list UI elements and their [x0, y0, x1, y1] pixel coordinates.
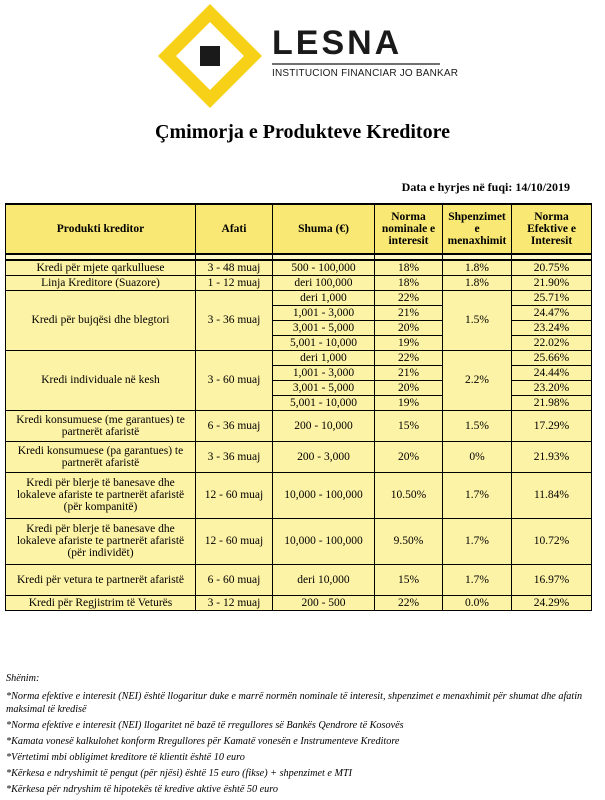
credit-pricing-table — [5, 203, 592, 611]
amount-cell: 500 - 100,000 — [273, 260, 375, 275]
amount-cell: 200 - 500 — [273, 595, 375, 610]
header-effective-rate: Norma Efektive e Interesit — [512, 204, 592, 254]
management-fee-cell: 1.8% — [443, 260, 512, 275]
management-fee-cell: 1.7% — [443, 472, 512, 518]
nominal-rate-cell: 19% — [375, 335, 443, 350]
notes-list — [6, 690, 601, 796]
product-cell: Linja Kreditore (Suazore) — [6, 275, 196, 290]
effective-rate-cell: 17.29% — [512, 410, 592, 441]
effective-rate-cell: 11.84% — [512, 472, 592, 518]
product-cell: Kredi për Regjistrim të Veturës — [6, 595, 196, 610]
management-fee-cell: 1.8% — [443, 275, 512, 290]
effective-rate-cell: 20.75% — [512, 260, 592, 275]
effective-rate-cell: 22.02% — [512, 335, 592, 350]
term-cell: 3 - 48 muaj — [196, 260, 273, 275]
nominal-rate-cell: 20% — [375, 441, 443, 472]
product-cell: Kredi për blerje të banesave dhe lokaleve afariste te partnerët afaristë (për individët) — [6, 518, 196, 564]
term-cell: 3 - 60 muaj — [196, 350, 273, 410]
page-title: Çmimorja e Produkteve Kreditore — [155, 121, 450, 143]
note-line: *Kamata vonesë kalkulohet konform Rregullores për Kamatë vonesën e Instrumenteve Kreditore — [6, 736, 400, 747]
nominal-rate-cell: 22% — [375, 290, 443, 305]
amount-cell: 10,000 - 100,000 — [273, 472, 375, 518]
effective-rate-cell: 23.24% — [512, 320, 592, 335]
amount-cell: 5,001 - 10,000 — [273, 395, 375, 410]
header-nominal-rate: Norma nominale e interesit — [375, 204, 443, 254]
management-fee-cell: 2.2% — [443, 350, 512, 410]
nominal-rate-cell: 22% — [375, 350, 443, 365]
effective-rate-cell: 10.72% — [512, 518, 592, 564]
term-cell: 1 - 12 muaj — [196, 275, 273, 290]
table-row — [6, 518, 592, 564]
note-line: *Vërtetimi mbi obligimet kreditore të klientit është 10 euro — [6, 752, 245, 763]
nominal-rate-cell: 18% — [375, 275, 443, 290]
term-cell: 12 - 60 muaj — [196, 518, 273, 564]
nominal-rate-cell: 22% — [375, 595, 443, 610]
term-cell: 6 - 60 muaj — [196, 564, 273, 595]
brand-subtitle: INSTITUCION FINANCIAR JO BANKAR — [272, 68, 459, 79]
nominal-rate-cell: 15% — [375, 564, 443, 595]
management-fee-cell: 1.7% — [443, 564, 512, 595]
management-fee-cell: 1.5% — [443, 410, 512, 441]
note-line: *Norma efektive e interesit (NEI) llogaritet në bazë të rregullores së Bankës Qendrore të Kosovës — [6, 720, 404, 731]
amount-cell: deri 1,000 — [273, 290, 375, 305]
nominal-rate-cell: 21% — [375, 365, 443, 380]
nominal-rate-cell: 19% — [375, 395, 443, 410]
effective-rate-cell: 21.93% — [512, 441, 592, 472]
management-fee-cell: 0.0% — [443, 595, 512, 610]
effective-rate-cell: 25.71% — [512, 290, 592, 305]
product-cell: Kredi për vetura te partnerët afaristë — [6, 564, 196, 595]
amount-cell: deri 100,000 — [273, 275, 375, 290]
effective-rate-cell: 25.66% — [512, 350, 592, 365]
notes-section — [6, 671, 601, 799]
term-cell: 3 - 12 muaj — [196, 595, 273, 610]
management-fee-cell: 1.7% — [443, 518, 512, 564]
effective-rate-cell: 23.20% — [512, 380, 592, 395]
product-cell: Kredi individuale në kesh — [6, 350, 196, 410]
effective-rate-cell: 24.44% — [512, 365, 592, 380]
term-cell: 3 - 36 muaj — [196, 441, 273, 472]
product-cell: Kredi konsumuese (me garantues) te partnerët afaristë — [6, 410, 196, 441]
header-term: Afati — [196, 204, 273, 254]
nominal-rate-cell: 20% — [375, 380, 443, 395]
note-line: *Kërkesa e ndryshimit të pengut (për njësi) është 15 euro (fikse) + shpenzimet e MTI — [6, 768, 353, 779]
table-row — [6, 275, 592, 290]
nominal-rate-cell: 9.50% — [375, 518, 443, 564]
amount-cell: 1,001 - 3,000 — [273, 305, 375, 320]
effective-rate-cell: 21.90% — [512, 275, 592, 290]
nominal-rate-cell: 20% — [375, 320, 443, 335]
effective-rate-cell: 21.98% — [512, 395, 592, 410]
nominal-rate-cell: 21% — [375, 305, 443, 320]
amount-cell: deri 1,000 — [273, 350, 375, 365]
table-row — [6, 441, 592, 472]
amount-cell: 200 - 3,000 — [273, 441, 375, 472]
header-amount: Shuma (€) — [273, 204, 375, 254]
term-cell: 3 - 36 muaj — [196, 290, 273, 350]
table-row — [6, 472, 592, 518]
amount-cell: 5,001 - 10,000 — [273, 335, 375, 350]
product-cell: Kredi konsumuese (pa garantues) te partnerët afaristë — [6, 441, 196, 472]
table-header-row — [6, 204, 592, 254]
nominal-rate-cell: 18% — [375, 260, 443, 275]
table-row — [6, 350, 592, 365]
notes-heading: Shënim: — [6, 673, 40, 684]
table-row — [6, 290, 592, 305]
management-fee-cell: 1.5% — [443, 290, 512, 350]
effective-rate-cell: 24.29% — [512, 595, 592, 610]
amount-cell: deri 10,000 — [273, 564, 375, 595]
header-management-fee: Shpenzimet e menaxhimit — [443, 204, 512, 254]
nominal-rate-cell: 10.50% — [375, 472, 443, 518]
table-row — [6, 595, 592, 610]
table-row — [6, 410, 592, 441]
effective-rate-cell: 24.47% — [512, 305, 592, 320]
effective-rate-cell: 16.97% — [512, 564, 592, 595]
amount-cell: 3,001 - 5,000 — [273, 320, 375, 335]
nominal-rate-cell: 15% — [375, 410, 443, 441]
product-cell: Kredi për mjete qarkulluese — [6, 260, 196, 275]
amount-cell: 1,001 - 3,000 — [273, 365, 375, 380]
table-row — [6, 564, 592, 595]
note-line: *Norma efektive e interesit (NEI) është llogaritur duke e marrë normën nominale të interesit, shpenzimet e menaxhimit për shumat dhe afatin maksimal të kredisë — [6, 691, 583, 715]
management-fee-cell: 0% — [443, 441, 512, 472]
product-cell: Kredi për bujqësi dhe blegtori — [6, 290, 196, 350]
table-row — [6, 260, 592, 275]
logo-square — [200, 46, 220, 66]
term-cell: 12 - 60 muaj — [196, 472, 273, 518]
note-line: *Kërkesa për ndryshim të hipotekës të kredive aktive është 50 euro — [6, 784, 278, 795]
amount-cell: 3,001 - 5,000 — [273, 380, 375, 395]
brand-name: LESNA — [272, 24, 403, 62]
effective-date: Data e hyrjes në fuqi: 14/10/2019 — [401, 180, 570, 194]
amount-cell: 10,000 - 100,000 — [273, 518, 375, 564]
term-cell: 6 - 36 muaj — [196, 410, 273, 441]
product-cell: Kredi për blerje të banesave dhe lokaleve afariste te partnerët afaristë (për kompanitë) — [6, 472, 196, 518]
header-product: Produkti kreditor — [6, 204, 196, 254]
table-body — [6, 254, 592, 610]
amount-cell: 200 - 10,000 — [273, 410, 375, 441]
